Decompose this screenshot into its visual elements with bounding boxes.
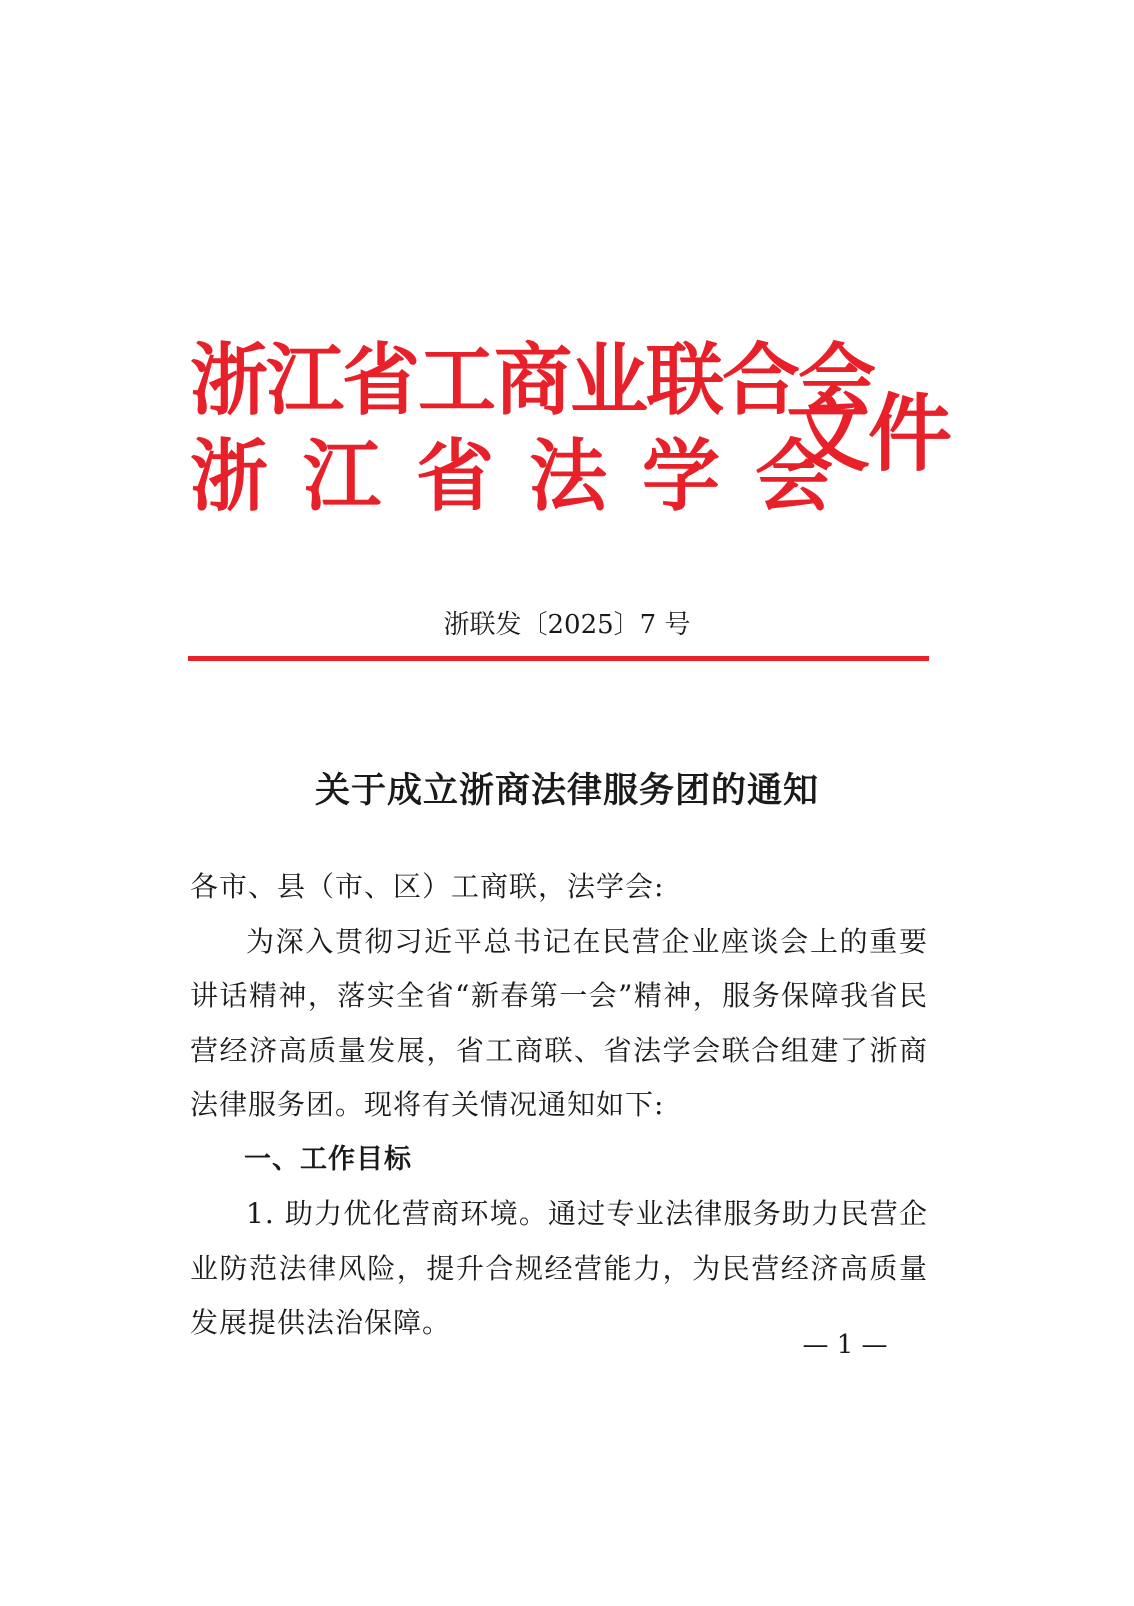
intro-paragraph: 为深入贯彻习近平总书记在民营企业座谈会上的重要讲话精神，落实全省“新春第一会”精神，服务保障我省民营经济高质量发展，省工商联、省法学会联合组建了浙商法律服务团。现将有关情况通知如下: <box>190 924 928 1121</box>
section-heading: 一、工作目标 <box>244 1143 412 1175</box>
page-number: — 1 — <box>802 1330 888 1360</box>
salutation: 各市、县（市、区）工商联，法学会: <box>190 870 665 903</box>
notice-title: 关于成立浙商法律服务团的通知 <box>314 770 819 811</box>
document-number: 浙联发〔2025〕7 号 <box>443 610 691 640</box>
notice-body <box>190 860 928 1351</box>
red-divider <box>188 656 929 661</box>
issuing-org-line-2: 浙江省法学会 <box>190 431 869 522</box>
document-header-word: 文件 <box>786 384 951 483</box>
list-item: 1. 助力优化营商环境。通过专业法律服务助力民营企业防范法律风险，提升合规经营能力，为民营经济高质量发展提供法治保障。 <box>190 1197 928 1339</box>
issuing-org-line-1: 浙江省工商业联合会 <box>190 335 875 426</box>
